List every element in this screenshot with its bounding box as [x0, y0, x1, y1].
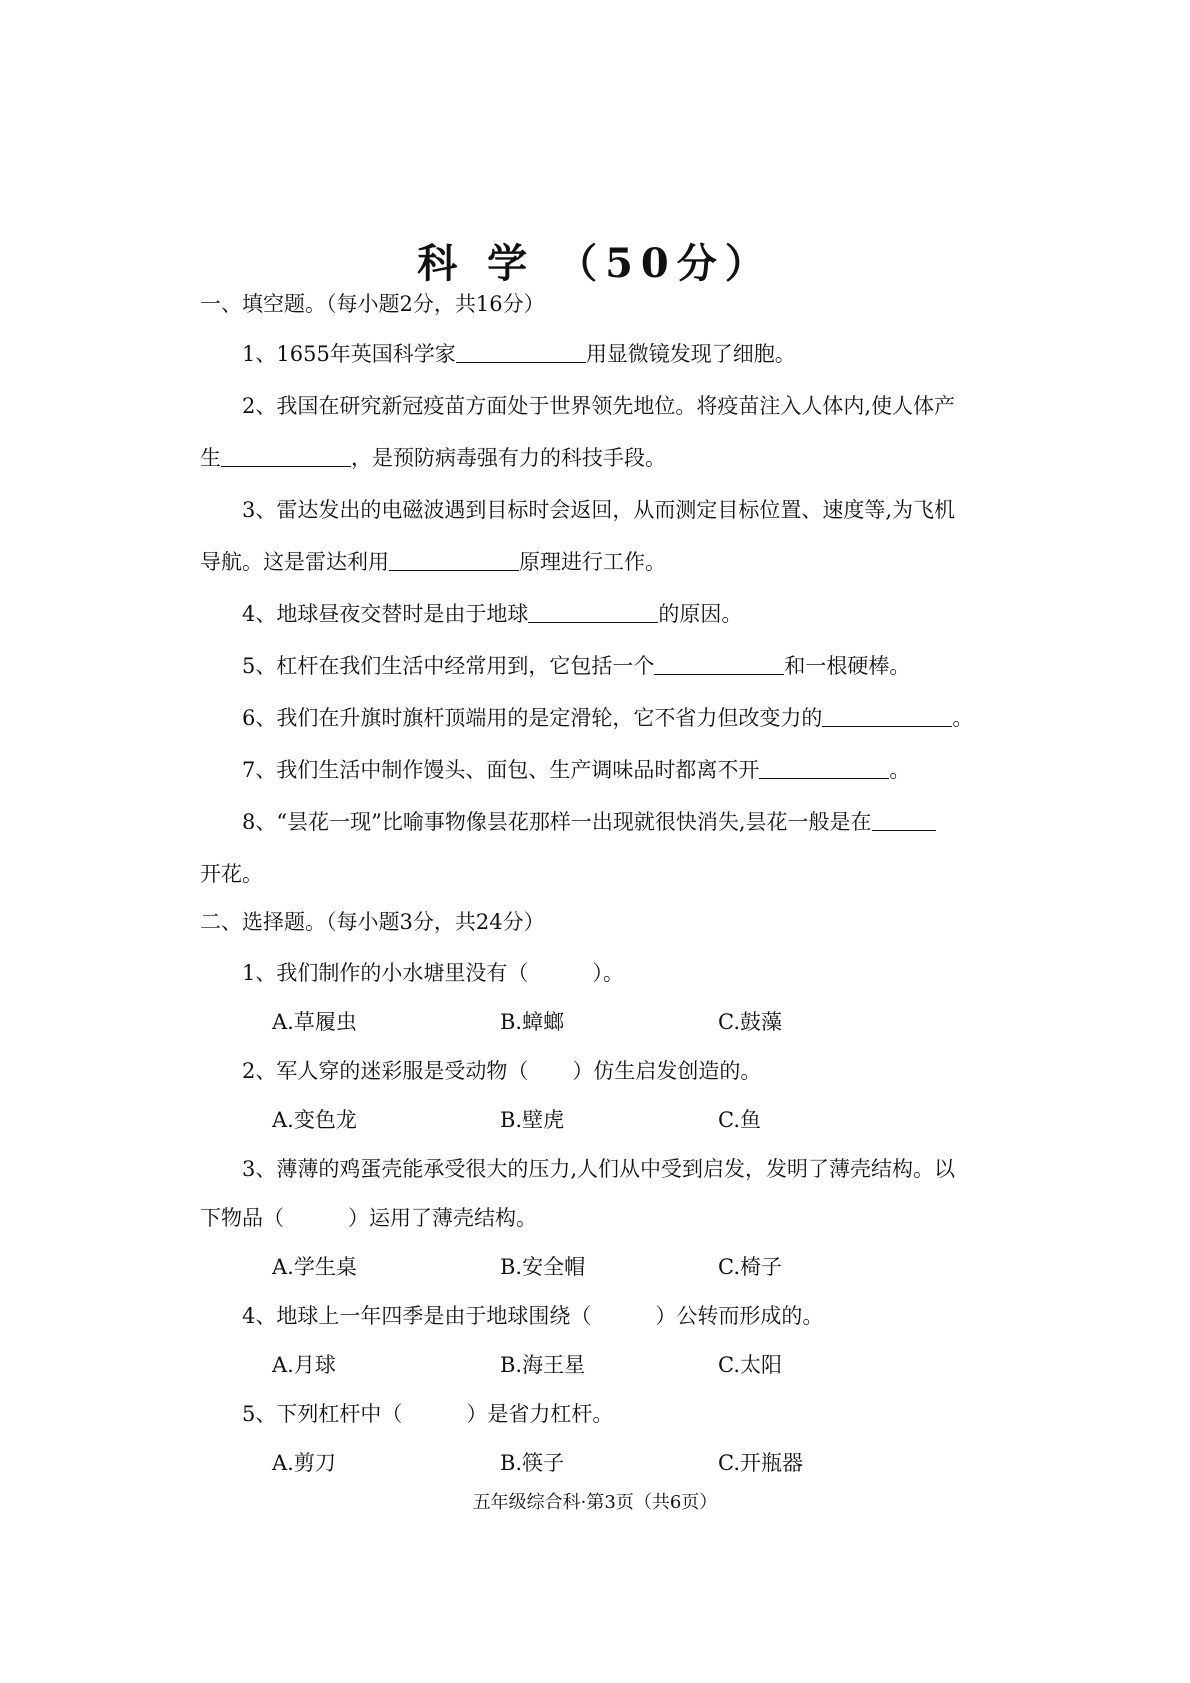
page-title: 科 学 （50分） [417, 240, 773, 287]
section1-heading: 一、填空题。（每小题2分，共16分） [200, 292, 545, 316]
choice-4-option-a[interactable]: A.月球 [272, 1353, 336, 1377]
fill-question-2-line2: 生 ，是预防病毒强有力的科技手段。 [200, 446, 666, 470]
choice-question-2: 2、军人穿的迷彩服是受动物（ ）仿生启发创造的。 [242, 1059, 762, 1083]
choice-4-option-b[interactable]: B.海王星 [500, 1353, 586, 1377]
choice-3-option-b[interactable]: B.安全帽 [500, 1255, 586, 1279]
choice-2-option-c[interactable]: C.鱼 [718, 1108, 761, 1132]
choice-3-option-c[interactable]: C.椅子 [718, 1255, 782, 1279]
page-footer: 五年级综合科·第3页（共6页） [472, 1492, 718, 1513]
choice-question-3-line2: 下物品（ ）运用了薄壳结构。 [200, 1206, 537, 1230]
choice-1-option-a[interactable]: A.草履虫 [272, 1010, 357, 1034]
fill-question-1: 1、1655年英国科学家 用显微镜发现了细胞。 [242, 342, 796, 366]
choice-1-option-b[interactable]: B.蟑螂 [500, 1010, 565, 1034]
answer-blank[interactable] [822, 706, 952, 727]
fill-question-8-line1: 8、“昙花一现”比喻事物像昙花那样一出现就很快消失,昙花一般是在 [242, 806, 936, 836]
choice-4-option-c[interactable]: C.太阳 [718, 1353, 782, 1377]
fill-question-6: 6、我们在升旗时旗杆顶端用的是定滑轮，它不省力但改变力的 。 [242, 706, 974, 730]
fill-question-3-line1: 3、雷达发出的电磁波遇到目标时会返回，从而测定目标位置、速度等,为飞机 [242, 498, 956, 522]
answer-blank[interactable] [456, 342, 586, 363]
answer-blank[interactable] [654, 654, 784, 675]
choice-question-5: 5、下列杠杆中（ ）是省力杠杆。 [242, 1402, 614, 1426]
answer-blank[interactable] [528, 602, 658, 623]
fill-question-5: 5、杠杆在我们生活中经常用到，它包括一个 和一根硬棒。 [242, 654, 911, 678]
choice-1-option-c[interactable]: C.鼓藻 [718, 1010, 782, 1034]
section2-heading: 二、选择题。（每小题3分，共24分） [200, 910, 545, 934]
choice-question-3-line1: 3、薄薄的鸡蛋壳能承受很大的压力,人们从中受到启发，发明了薄壳结构。以 [242, 1157, 956, 1181]
answer-blank[interactable] [389, 550, 519, 571]
fill-question-2-line1: 2、我国在研究新冠疫苗方面处于世界领先地位。将疫苗注入人体内,使人体产 [242, 394, 956, 418]
choice-3-option-a[interactable]: A.学生桌 [272, 1255, 357, 1279]
choice-5-option-b[interactable]: B.筷子 [500, 1451, 565, 1475]
answer-blank[interactable] [759, 758, 889, 779]
choice-question-1: 1、我们制作的小水塘里没有（ ）。 [242, 961, 624, 985]
fill-question-7: 7、我们生活中制作馒头、面包、生产调味品时都离不开 。 [242, 758, 911, 782]
fill-question-8-line2: 开花。 [200, 862, 263, 886]
fill-question-3-line2: 导航。这是雷达利用 原理进行工作。 [200, 550, 666, 574]
choice-2-option-a[interactable]: A.变色龙 [272, 1108, 357, 1132]
answer-blank[interactable] [872, 810, 936, 831]
choice-2-option-b[interactable]: B.壁虎 [500, 1108, 565, 1132]
choice-5-option-a[interactable]: A.剪刀 [272, 1451, 336, 1475]
answer-blank[interactable] [221, 446, 351, 467]
choice-question-4: 4、地球上一年四季是由于地球围绕（ ）公转而形成的。 [242, 1304, 824, 1328]
choice-5-option-c[interactable]: C.开瓶器 [718, 1451, 803, 1475]
fill-question-4: 4、地球昼夜交替时是由于地球 的原因。 [242, 602, 743, 626]
